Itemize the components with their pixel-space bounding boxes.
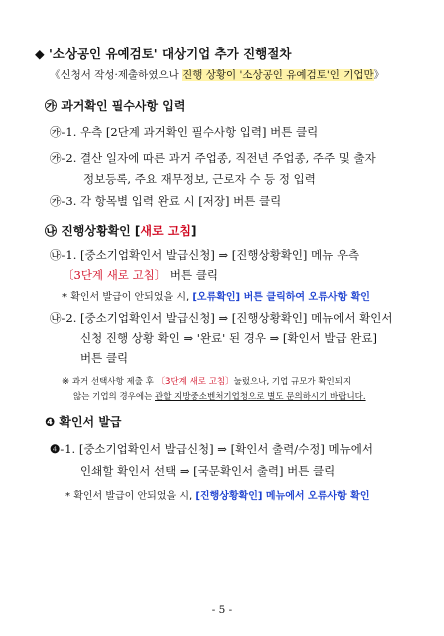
section3-marker: ❹: [45, 415, 56, 429]
refresh-label: 새로 고침: [140, 224, 191, 238]
section3-note: * 확인서 발급이 안되었을 시, [진행상황확인] 메뉴에서 오류사항 확인: [65, 491, 370, 502]
section2-item-2: ㉯-2. [중소기업확인서 발급신청] ⇒ [진행상황확인] 메뉴에서 확인서: [50, 311, 393, 325]
section1-item-3: ㉮-3. 각 항목별 입력 완료 시 [저장] 버튼 클릭: [50, 194, 282, 208]
diamond-bullet-icon: ◆: [35, 46, 45, 61]
section1-title: 과거확인 필수사항 입력: [61, 99, 186, 113]
section2-item-1-cont: 〔3단계 새로 고침〕 버튼 클릭: [62, 268, 219, 282]
section1-heading: [45, 97, 185, 114]
section2-warning-cont: 않는 기업의 경우에는 관할 지방중소벤처기업청으로 별도 문의하시기 바랍니다.: [73, 392, 366, 402]
section2-item-2-cont2: 버튼 클릭: [80, 351, 129, 365]
section2-heading: ㉯ 진행상황확인 [새로 고침]: [45, 224, 197, 238]
header-title: [35, 44, 291, 62]
error-check-label: [오류확인] 버튼 클릭하여 오류사항 확인: [192, 292, 370, 303]
header-note-highlight: 진행 상황이 '소상공인 유예검토'인 기업만: [182, 69, 374, 81]
section2-item-2-cont1: 신청 진행 상황 확인 ⇒ '완료' 된 경우 ⇒ [확인서 발급 완료]: [80, 331, 377, 345]
section3-title: 확인서 발급: [59, 415, 122, 429]
section2-item-1: ㉯-1. [중소기업확인서 발급신청] ⇒ [진행상황확인] 메뉴 우측: [50, 248, 360, 262]
section2-marker: ㉯: [45, 224, 58, 238]
header-title-text: '소상공인 유예검토' 대상기업 추가 진행절차: [48, 46, 292, 61]
section1-item-2: ㉮-2. 결산 일자에 따른 과거 주업종, 직전년 주업종, 주주 및 출자: [50, 151, 376, 165]
section1-item-2-cont: 정보등록, 주요 재무정보, 근로자 수 등 정 입력: [83, 172, 316, 186]
section3-heading: [45, 413, 122, 430]
section2-note-1: * 확인서 발급이 안되었을 시, [오류확인] 버튼 클릭하여 오류사항 확인: [62, 292, 370, 303]
section1-marker: ㉮: [45, 99, 58, 113]
progress-check-label: [진행상황확인] 메뉴에서 오류사항 확인: [195, 491, 370, 502]
section2-warning: ※ 과거 선택사항 제출 후 〔3단계 새로 고침〕눌렀으나, 기업 규모가 확인되지: [62, 377, 352, 387]
refresh-step-label: 〔3단계 새로 고침〕: [62, 268, 167, 282]
section1-item-1: ㉮-1. 우측 [2단계 과거확인 필수사항 입력] 버튼 클릭: [50, 125, 319, 139]
header-note: 《신청서 작성·제출하였으나 진행 상황이 '소상공인 유예검토'인 기업만》: [50, 69, 385, 81]
section3-item-1-cont: 인쇄할 확인서 선택 ⇒ [국문확인서 출력] 버튼 클릭: [80, 464, 336, 478]
page-number: - 5 -: [211, 604, 233, 616]
section3-item-1: ❹-1. [중소기업확인서 발급신청] ⇒ [확인서 출력/수정] 메뉴에서: [50, 442, 373, 456]
